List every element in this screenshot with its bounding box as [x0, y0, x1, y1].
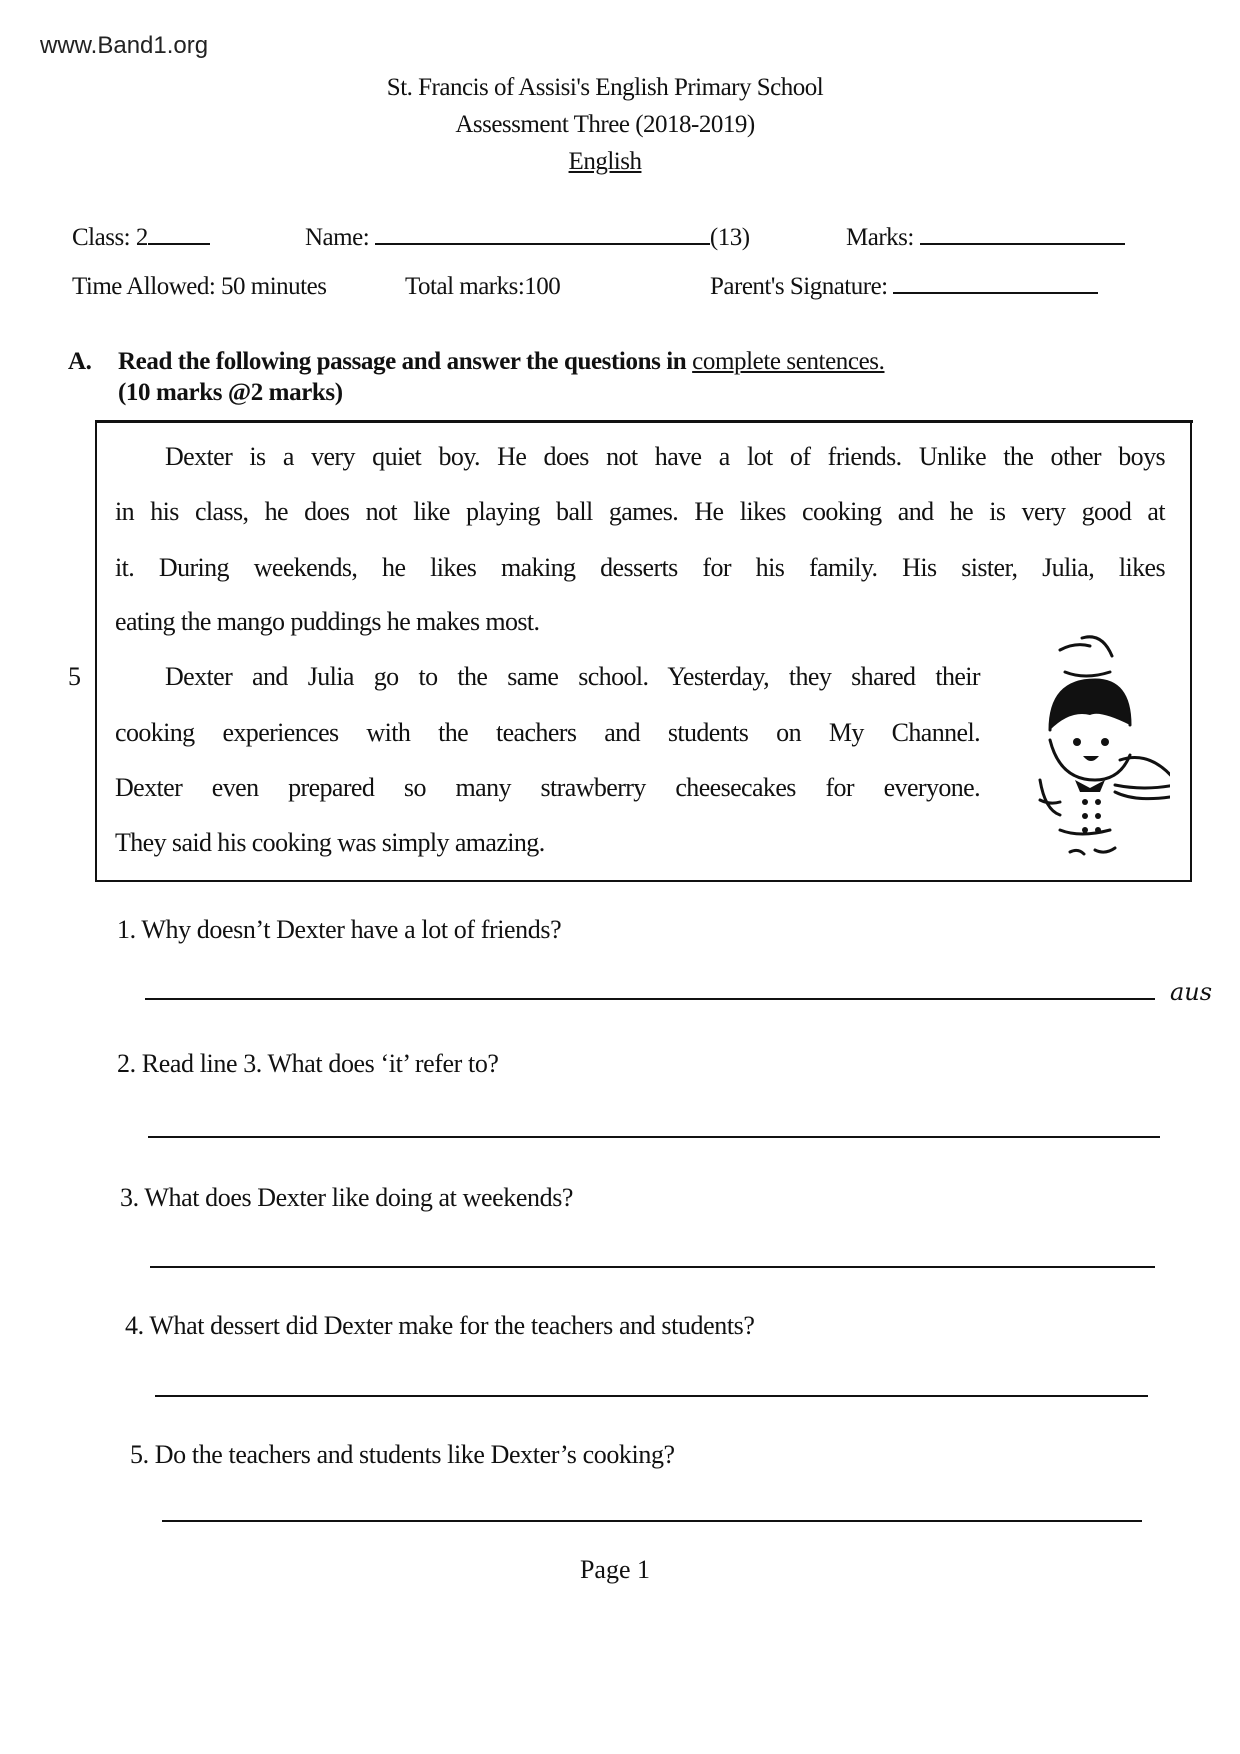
- answer-line-5[interactable]: [162, 1520, 1142, 1522]
- signature-field[interactable]: [710, 273, 1098, 301]
- instruction-text: Read the following passage and answer the questions in: [118, 348, 693, 375]
- line-number: 5: [68, 662, 81, 691]
- question-4: 4. What dessert did Dexter make for the teachers and students?: [125, 1311, 755, 1340]
- assessment-title: Assessment Three (2018-2019): [455, 111, 755, 138]
- signature-label: Parent's Signature:: [710, 273, 888, 300]
- section-instruction: [118, 348, 884, 376]
- name-field[interactable]: [305, 224, 750, 252]
- question-3: 3. What does Dexter like doing at weekends?: [120, 1183, 574, 1212]
- chef-boy-illustration: [1020, 630, 1170, 860]
- class-field[interactable]: [72, 224, 210, 252]
- passage-line: in his class, he does not like playing ball games. He likes cooking and he is very good at: [115, 497, 1165, 526]
- time-allowed: Time Allowed: 50 minutes: [72, 273, 327, 300]
- section-letter: A.: [68, 348, 92, 375]
- passage-line: cooking experiences with the teachers and students on My Channel.: [115, 718, 980, 747]
- passage-line: They said his cooking was simply amazing.: [115, 828, 545, 857]
- answer-line-3[interactable]: [150, 1266, 1155, 1268]
- class-label: Class: 2: [72, 224, 148, 251]
- answer-line-2[interactable]: [148, 1136, 1160, 1138]
- marks-label: Marks:: [846, 224, 914, 251]
- page-number: Page 1: [579, 1555, 651, 1584]
- section-marks: (10 marks @2 marks): [118, 379, 343, 406]
- passage-line: Dexter and Julia go to the same school. Yesterday, they shared their: [165, 662, 980, 691]
- answer-line-1[interactable]: [145, 998, 1155, 1000]
- class-number: (13): [709, 224, 750, 251]
- question-2: 2. Read line 3. What does ‘it’ refer to?: [117, 1049, 499, 1078]
- name-label: Name:: [305, 224, 370, 251]
- marks-field[interactable]: [846, 224, 1125, 252]
- instruction-underlined: complete sentences.: [692, 348, 885, 375]
- question-1: 1. Why doesn’t Dexter have a lot of friends?: [117, 915, 562, 944]
- answer-line-4[interactable]: [155, 1395, 1148, 1397]
- subject-title: English: [568, 148, 642, 175]
- question-5: 5. Do the teachers and students like Dexter’s cooking?: [130, 1440, 675, 1469]
- total-marks: Total marks:100: [405, 273, 561, 300]
- watermark: www.Band1.org: [40, 32, 209, 59]
- passage-line: Dexter is a very quiet boy. He does not have a lot of friends. Unlike the other boys: [165, 442, 1165, 471]
- school-name: St. Francis of Assisi's English Primary School: [386, 74, 824, 101]
- handwritten-note: aus: [1170, 978, 1213, 1006]
- passage-line: eating the mango puddings he makes most.: [115, 607, 540, 636]
- passage-line: it. During weekends, he likes making desserts for his family. His sister, Julia, likes: [115, 553, 1165, 582]
- passage-line: Dexter even prepared so many strawberry cheesecakes for everyone.: [115, 773, 980, 802]
